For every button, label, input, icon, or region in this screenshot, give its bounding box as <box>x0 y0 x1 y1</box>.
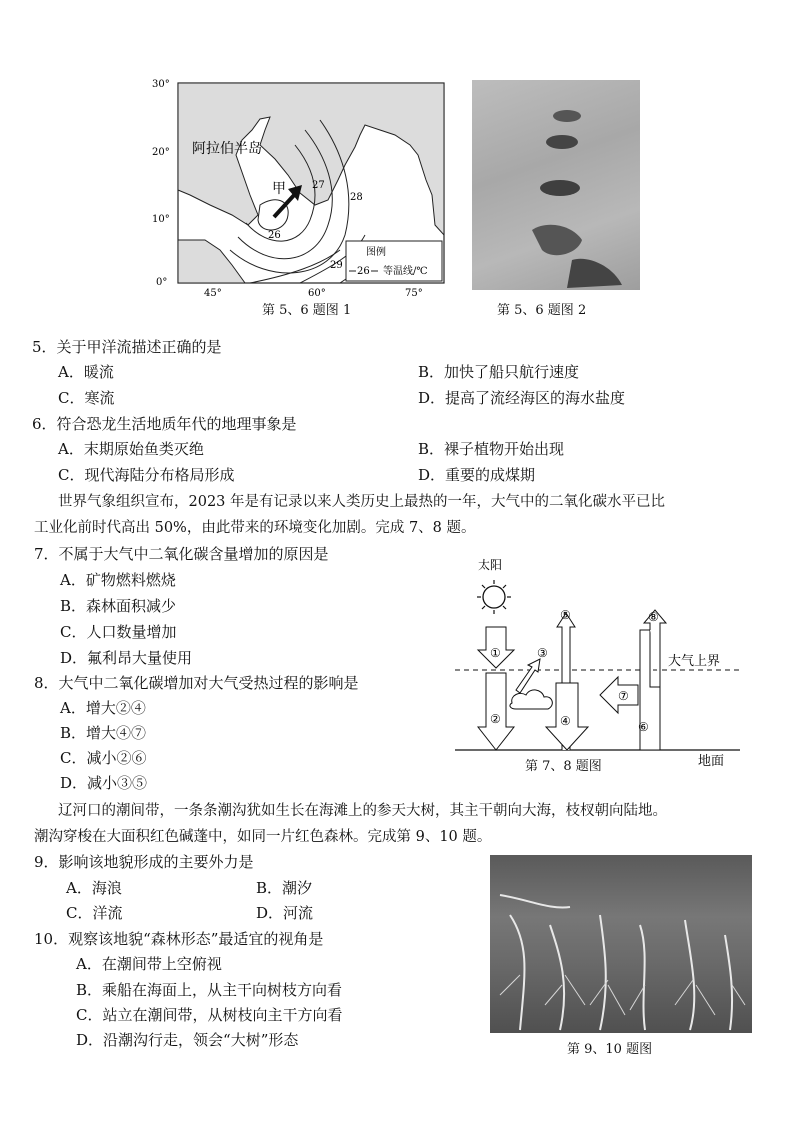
q7-option-d[interactable]: D．氟利昂大量使用 <box>60 649 193 667</box>
figure-map <box>150 75 450 305</box>
q5-option-d[interactable]: D．提高了流经海区的海水盐度 <box>418 389 626 407</box>
tidal-creek-branches <box>490 855 752 1033</box>
lat-label: 10° <box>152 214 170 225</box>
q8-option-c[interactable]: C．减小②⑥ <box>60 749 147 767</box>
arrow-8-label: ⑧ <box>648 610 659 624</box>
isotherm-label: 29 <box>330 260 343 271</box>
ground-label: 地面 <box>698 754 725 769</box>
q8-stem: 8．大气中二氧化碳增加对大气受热过程的影响是 <box>34 674 359 692</box>
lon-label: 60° <box>308 288 326 299</box>
q6-option-d[interactable]: D．重要的成煤期 <box>418 466 536 484</box>
fig4-caption: 第 9、10 题图 <box>567 1042 653 1057</box>
lon-label: 45° <box>204 288 222 299</box>
q5-option-a[interactable]: A．暖流 <box>58 363 114 381</box>
peninsula-label: 阿拉伯半岛 <box>192 141 262 157</box>
q7-option-c[interactable]: C．人口数量增加 <box>60 623 177 641</box>
passage1-line2: 工业化前时代高出 50%，由此带来的环境变化加剧。完成 7、8 题。 <box>34 520 476 536</box>
arrow-2-label: ② <box>490 712 501 726</box>
q10-option-b[interactable]: B．乘船在海面上，从主干向树枝方向看 <box>76 981 343 999</box>
atmosphere-top-label: 大气上界 <box>668 654 721 669</box>
arrow-6-label: ⑥ <box>638 720 649 734</box>
isotherm-label: 28 <box>350 192 363 203</box>
q8-option-a[interactable]: A．增大②④ <box>60 699 146 717</box>
arrow-4-label: ④ <box>560 714 571 728</box>
q5-option-c[interactable]: C．寒流 <box>58 389 115 407</box>
isotherm-label: 26 <box>268 230 281 241</box>
legend-text: 等温线/℃ <box>383 266 428 277</box>
current-label: 甲 <box>272 181 286 197</box>
q6-stem: 6．符合恐龙生活地质年代的地理事象是 <box>32 415 297 433</box>
q5-option-b[interactable]: B．加快了船只航行速度 <box>418 363 580 381</box>
arrow-5-label: ⑤ <box>560 608 571 622</box>
fig1-caption: 第 5、6 题图 1 <box>262 303 352 318</box>
q10-option-a[interactable]: A．在潮间带上空俯视 <box>76 955 222 973</box>
q9-option-c[interactable]: C．洋流 <box>66 904 123 922</box>
q6-option-b[interactable]: B．裸子植物开始出现 <box>418 440 565 458</box>
passage2-line2: 潮沟穿梭在大面积红色碱蓬中，如同一片红色森林。完成第 9、10 题。 <box>34 829 492 845</box>
passage2-line1: 辽河口的潮间带，一条条潮沟犹如生长在海滩上的参天大树，其主干朝向大海，枝杈朝向陆地。 <box>58 803 667 819</box>
q7-option-b[interactable]: B．森林面积减少 <box>60 597 177 615</box>
lat-label: 0° <box>156 277 168 288</box>
lat-label: 30° <box>152 79 170 90</box>
q10-option-c[interactable]: C．站立在潮间带，从树枝向主干方向看 <box>76 1006 343 1024</box>
dinosaur-footprint-photo <box>472 80 640 290</box>
q5-stem: 5．关于甲洋流描述正确的是 <box>32 338 222 356</box>
q8-option-b[interactable]: B．增大④⑦ <box>60 724 147 742</box>
q10-option-d[interactable]: D．沿潮沟行走，领会“大树”形态 <box>76 1031 299 1049</box>
tidal-creek-photo <box>490 855 752 1033</box>
figure-heat-diagram <box>450 555 750 775</box>
q6-option-c[interactable]: C．现代海陆分布格局形成 <box>58 466 235 484</box>
footprint-marks <box>472 80 640 290</box>
legend-value: 26 <box>357 266 370 277</box>
q7-stem: 7．不属于大气中二氧化碳含量增加的原因是 <box>34 545 329 563</box>
legend-title: 图例 <box>366 247 386 258</box>
q8-option-d[interactable]: D．减小③⑤ <box>60 774 148 792</box>
heat-diagram-svg <box>450 555 750 775</box>
sun-label: 太阳 <box>478 558 503 572</box>
lon-label: 75° <box>405 288 423 299</box>
q9-option-d[interactable]: D．河流 <box>256 904 314 922</box>
passage1-line1: 世界气象组织宣布，2023 年是有记录以来人类历史上最热的一年，大气中的二氧化碳水平已比 <box>58 494 666 510</box>
arrow-7-label: ⑦ <box>618 689 629 703</box>
arrow-1-label: ① <box>490 646 501 660</box>
map-svg <box>150 75 450 305</box>
q7-option-a[interactable]: A．矿物燃料燃烧 <box>60 571 176 589</box>
arrow-3-label: ③ <box>537 646 548 660</box>
q9-option-b[interactable]: B．潮汐 <box>256 879 313 897</box>
fig2-caption: 第 5、6 题图 2 <box>497 303 587 318</box>
lat-label: 20° <box>152 147 170 158</box>
fig3-caption: 第 7、8 题图 <box>525 759 602 774</box>
isotherm-label: 27 <box>312 180 325 191</box>
q9-option-a[interactable]: A．海浪 <box>66 879 122 897</box>
q10-stem: 10．观察该地貌“森林形态”最适宜的视角是 <box>34 930 324 948</box>
q6-option-a[interactable]: A．末期原始鱼类灭绝 <box>58 440 204 458</box>
q9-stem: 9．影响该地貌形成的主要外力是 <box>34 853 254 871</box>
